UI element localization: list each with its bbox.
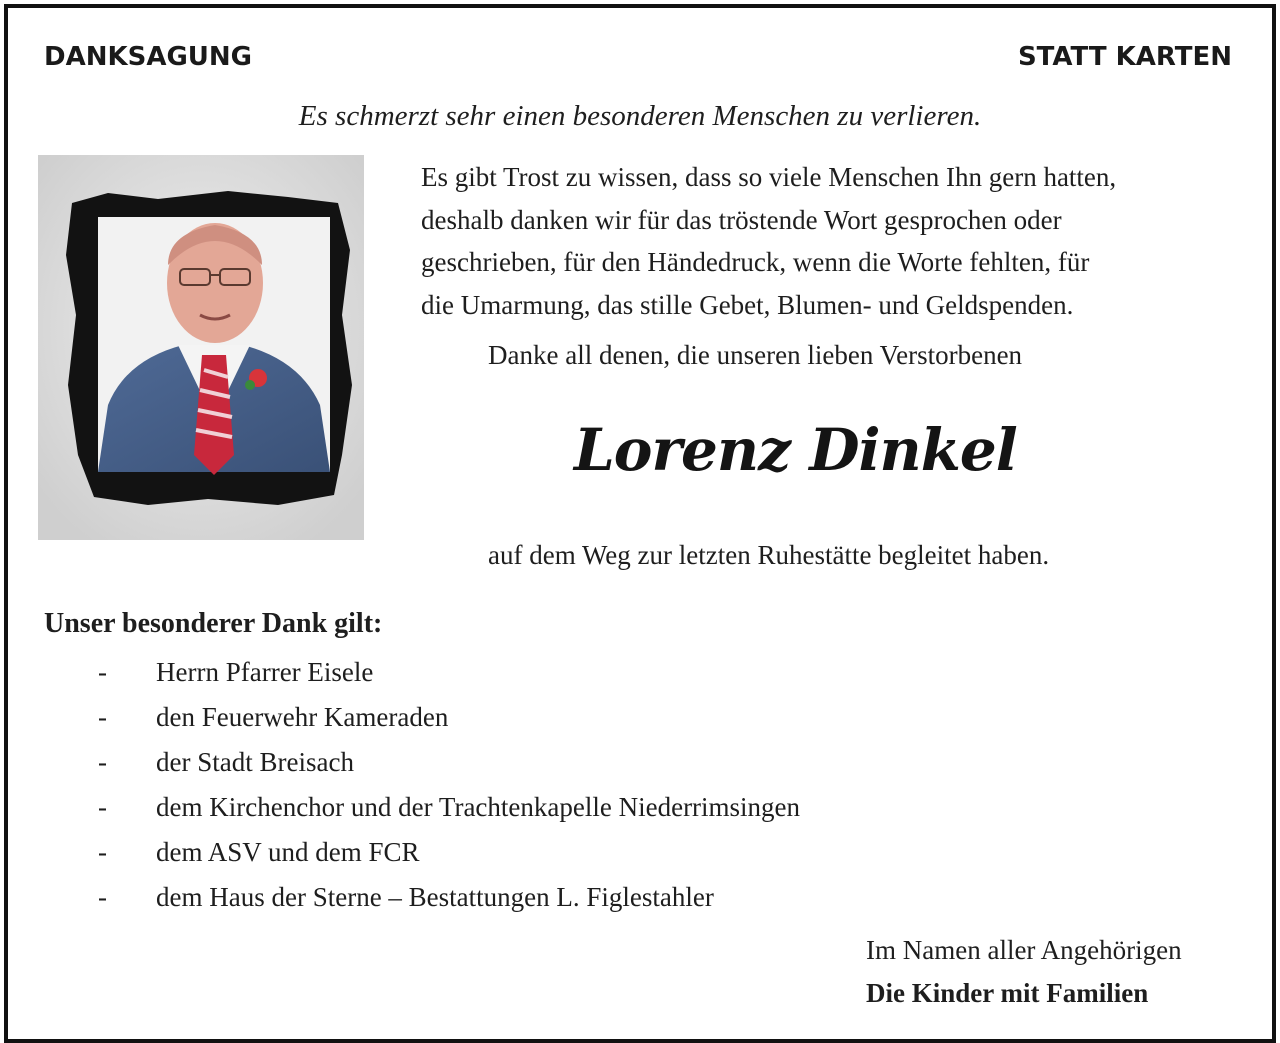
- portrait-photo: [38, 155, 364, 540]
- signature-line-2: Die Kinder mit Familien: [866, 978, 1149, 1008]
- list-item-text: dem ASV und dem FCR: [156, 837, 420, 867]
- intro-line: geschrieben, für den Händedruck, wenn die Worte fehlten, für: [421, 247, 1090, 277]
- list-bullet: -: [98, 702, 107, 732]
- header-danksagung: DANKSAGUNG: [44, 42, 253, 72]
- list-bullet: -: [98, 657, 107, 687]
- header-statt-karten: STATT KARTEN: [1017, 42, 1232, 72]
- thanks-line: Danke all denen, die unseren lieben Verstorbenen: [488, 340, 1023, 370]
- list-item-text: dem Haus der Sterne – Bestattungen L. Figlestahler: [156, 882, 714, 912]
- list-item-text: der Stadt Breisach: [156, 747, 354, 777]
- closing-line: auf dem Weg zur letzten Ruhestätte begleitet haben.: [488, 540, 1050, 570]
- signature-line-1: Im Namen aller Angehörigen: [866, 935, 1182, 965]
- list-item: [98, 695, 800, 740]
- obituary-notice: [4, 4, 1276, 1043]
- list-item: [98, 650, 800, 695]
- intro-line: deshalb danken wir für das tröstende Wort gesprochen oder: [421, 204, 1062, 235]
- list-item: [98, 830, 800, 875]
- list-bullet: -: [98, 837, 107, 867]
- list-item-text: dem Kirchenchor und der Trachtenkapelle Niederrimsingen: [156, 792, 801, 822]
- intro-paragraph: [421, 156, 1116, 326]
- special-thanks-heading: Unser besonderer Dank gilt:: [44, 608, 383, 639]
- list-item: [98, 740, 800, 785]
- portrait-illustration: [38, 155, 364, 540]
- list-item-text: den Feuerwehr Kameraden: [156, 702, 449, 732]
- intro-line: die Umarmung, das stille Gebet, Blumen- und Geldspenden.: [421, 289, 1074, 320]
- list-bullet: -: [98, 747, 107, 777]
- list-item: [98, 875, 800, 920]
- list-item: [98, 785, 800, 830]
- intro-line: Es gibt Trost zu wissen, dass so viele Menschen Ihn gern hatten,: [421, 162, 1117, 192]
- motto: Es schmerzt sehr einen besonderen Menschen zu verlieren.: [298, 100, 982, 132]
- special-thanks-list: [98, 650, 800, 920]
- list-bullet: -: [98, 882, 107, 912]
- list-bullet: -: [98, 792, 107, 822]
- deceased-name: Lorenz Dinkel: [574, 416, 1017, 484]
- list-item-text: Herrn Pfarrer Eisele: [156, 657, 374, 687]
